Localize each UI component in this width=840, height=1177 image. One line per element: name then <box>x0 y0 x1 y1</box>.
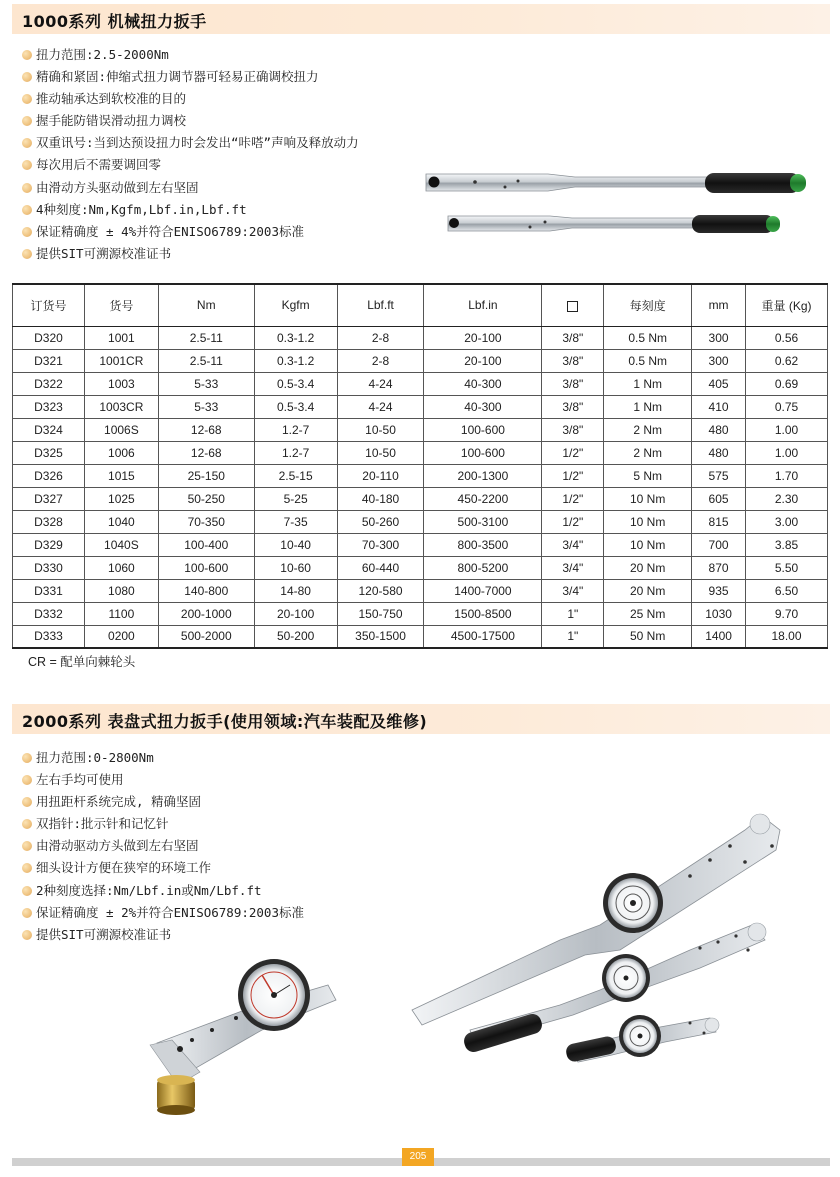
table-cell: D327 <box>13 487 85 510</box>
table-row <box>13 418 828 441</box>
table-cell: 3/8" <box>542 326 604 349</box>
header-mm: mm <box>692 284 746 326</box>
table-cell: 1 Nm <box>604 395 692 418</box>
table-cell: 1.2-7 <box>254 418 337 441</box>
table-cell: 7-35 <box>254 510 337 533</box>
dial-wrench-closeup <box>150 959 336 1115</box>
feature-item: 保证精确度 ± 2%并符合ENISO6789:2003标准 <box>22 902 304 924</box>
table-cell: 3/4" <box>542 579 604 602</box>
table-row <box>13 556 828 579</box>
table-cell: 4-24 <box>337 395 424 418</box>
table-cell: 5-33 <box>158 372 254 395</box>
table-cell: 1040S <box>84 533 158 556</box>
table-cell: 5 Nm <box>604 464 692 487</box>
table-cell: 1015 <box>84 464 158 487</box>
table-cell: 3/8" <box>542 395 604 418</box>
header-lbf-ft: Lbf.ft <box>337 284 424 326</box>
table-cell: 1/2" <box>542 464 604 487</box>
feature-item: 扭力范围:0-2800Nm <box>22 747 304 769</box>
bullet-icon <box>22 819 32 829</box>
table-cell: 60-440 <box>337 556 424 579</box>
table-cell: 1040 <box>84 510 158 533</box>
table-cell: 1400-7000 <box>424 579 542 602</box>
table-cell: 12-68 <box>158 441 254 464</box>
table-cell: 20 Nm <box>604 556 692 579</box>
table-cell: 1/2" <box>542 487 604 510</box>
table-cell: 100-400 <box>158 533 254 556</box>
table-cell: 1.00 <box>746 418 828 441</box>
header-kgfm: Kgfm <box>254 284 337 326</box>
spec-table <box>12 283 828 649</box>
table-cell: 1025 <box>84 487 158 510</box>
table-cell: 120-580 <box>337 579 424 602</box>
table-row <box>13 395 828 418</box>
feature-item: 4种刻度:Nm,Kgfm,Lbf.in,Lbf.ft <box>22 199 359 221</box>
table-cell: 5-25 <box>254 487 337 510</box>
table-cell: 3/4" <box>542 556 604 579</box>
table-cell: 2 Nm <box>604 418 692 441</box>
table-cell: 0.3-1.2 <box>254 349 337 372</box>
feature-item: 由滑动驱动方头做到左右坚固 <box>22 835 304 857</box>
table-cell: 0.69 <box>746 372 828 395</box>
table-cell: 20-100 <box>254 602 337 625</box>
table-cell: 20 Nm <box>604 579 692 602</box>
table-cell: 2.30 <box>746 487 828 510</box>
table-cell: 2-8 <box>337 349 424 372</box>
table-cell: D333 <box>13 625 85 648</box>
table-cell: 10-40 <box>254 533 337 556</box>
table-cell: 4500-17500 <box>424 625 542 648</box>
table-cell: 3/8" <box>542 372 604 395</box>
table-cell: 0.62 <box>746 349 828 372</box>
table-cell: 3/8" <box>542 418 604 441</box>
feature-item: 握手能防错误滑动扭力调校 <box>22 110 359 132</box>
bullet-icon <box>22 775 32 785</box>
table-cell: 50-250 <box>158 487 254 510</box>
table-cell: 1/2" <box>542 510 604 533</box>
table-cell: 200-1000 <box>158 602 254 625</box>
table-cell: D329 <box>13 533 85 556</box>
table-body <box>13 326 828 648</box>
header-per-scale: 每刻度 <box>604 284 692 326</box>
table-cell: 150-750 <box>337 602 424 625</box>
feature-item: 提供SIT可溯源校准证书 <box>22 924 304 946</box>
table-cell: 500-2000 <box>158 625 254 648</box>
section2-header <box>12 704 830 734</box>
bullet-icon <box>22 908 32 918</box>
table-cell: 800-5200 <box>424 556 542 579</box>
table-header-row <box>13 284 828 326</box>
table-cell: 20-100 <box>424 349 542 372</box>
table-cell: 2.5-11 <box>158 326 254 349</box>
table-cell: 935 <box>692 579 746 602</box>
table-cell: D326 <box>13 464 85 487</box>
table-cell: 2.5-11 <box>158 349 254 372</box>
table-cell: 1060 <box>84 556 158 579</box>
table-cell: 1003CR <box>84 395 158 418</box>
table-cell: 0200 <box>84 625 158 648</box>
table-row <box>13 579 828 602</box>
dial-wrench-small <box>565 1015 719 1063</box>
table-footnote: CR = 配单向棘轮头 <box>28 655 136 669</box>
table-cell: D325 <box>13 441 85 464</box>
table-cell: 10-50 <box>337 441 424 464</box>
table-cell: 140-800 <box>158 579 254 602</box>
table-row <box>13 464 828 487</box>
table-cell: 100-600 <box>158 556 254 579</box>
table-cell: 1030 <box>692 602 746 625</box>
table-cell: 10-50 <box>337 418 424 441</box>
table-cell: 1.00 <box>746 441 828 464</box>
table-cell: 300 <box>692 326 746 349</box>
bullet-icon <box>22 886 32 896</box>
feature-item: 左右手均可使用 <box>22 769 304 791</box>
table-row <box>13 602 828 625</box>
table-cell: 0.56 <box>746 326 828 349</box>
table-cell: 500-3100 <box>424 510 542 533</box>
table-cell: 3.85 <box>746 533 828 556</box>
table-cell: 800-3500 <box>424 533 542 556</box>
table-cell: 12-68 <box>158 418 254 441</box>
table-cell: D331 <box>13 579 85 602</box>
table-cell: 3/8" <box>542 349 604 372</box>
table-cell: 100-600 <box>424 418 542 441</box>
table-cell: 700 <box>692 533 746 556</box>
table-cell: 1500-8500 <box>424 602 542 625</box>
table-row <box>13 533 828 556</box>
table-cell: 5.50 <box>746 556 828 579</box>
table-cell: 10 Nm <box>604 487 692 510</box>
table-cell: 870 <box>692 556 746 579</box>
table-cell: 1001 <box>84 326 158 349</box>
table-cell: 1003 <box>84 372 158 395</box>
table-cell: 9.70 <box>746 602 828 625</box>
table-cell: 40-300 <box>424 395 542 418</box>
table-cell: D332 <box>13 602 85 625</box>
table-cell: 70-350 <box>158 510 254 533</box>
table-cell: 50-260 <box>337 510 424 533</box>
table-cell: 2-8 <box>337 326 424 349</box>
feature-item: 保证精确度 ± 4%并符合ENISO6789:2003标准 <box>22 221 359 243</box>
square-drive-icon <box>567 301 578 312</box>
table-cell: 1/2" <box>542 441 604 464</box>
table-cell: 2 Nm <box>604 441 692 464</box>
table-cell: D322 <box>13 372 85 395</box>
table-row <box>13 510 828 533</box>
bullet-icon <box>22 930 32 940</box>
header-order-no: 订货号 <box>13 284 85 326</box>
table-cell: 815 <box>692 510 746 533</box>
feature-item: 用扭距杆系统完成, 精确坚固 <box>22 791 304 813</box>
table-cell: 25 Nm <box>604 602 692 625</box>
table-cell: 3/4" <box>542 533 604 556</box>
table-cell: 5-33 <box>158 395 254 418</box>
table-cell: 1 Nm <box>604 372 692 395</box>
feature-item: 提供SIT可溯源校准证书 <box>22 243 359 265</box>
table-row <box>13 487 828 510</box>
table-cell: 1" <box>542 625 604 648</box>
feature-item: 由滑动方头驱动做到左右坚固 <box>22 177 359 199</box>
table-cell: 0.5 Nm <box>604 349 692 372</box>
feature-item: 双指针:批示针和记忆针 <box>22 813 304 835</box>
table-cell: 0.5-3.4 <box>254 372 337 395</box>
table-cell: 200-1300 <box>424 464 542 487</box>
table-cell: 0.5-3.4 <box>254 395 337 418</box>
table-cell: 50-200 <box>254 625 337 648</box>
table-cell: 1100 <box>84 602 158 625</box>
table-cell: 480 <box>692 418 746 441</box>
table-cell: 10 Nm <box>604 533 692 556</box>
feature-item: 双重讯号:当到达预设扭力时会发出“咔嗒”声响及释放动力 <box>22 132 359 154</box>
section2-feature-list <box>22 747 304 946</box>
table-cell: 1006S <box>84 418 158 441</box>
bullet-icon <box>22 863 32 873</box>
table-cell: 25-150 <box>158 464 254 487</box>
header-nm: Nm <box>158 284 254 326</box>
table-row <box>13 349 828 372</box>
feature-item: 推动轴承达到软校准的目的 <box>22 88 359 110</box>
bullet-icon <box>22 753 32 763</box>
table-cell: 410 <box>692 395 746 418</box>
table-cell: 1001CR <box>84 349 158 372</box>
table-cell: D324 <box>13 418 85 441</box>
table-cell: D321 <box>13 349 85 372</box>
table-row <box>13 326 828 349</box>
feature-item: 扭力范围:2.5-2000Nm <box>22 44 359 66</box>
table-cell: 1400 <box>692 625 746 648</box>
table-cell: 480 <box>692 441 746 464</box>
table-cell: 1006 <box>84 441 158 464</box>
table-cell: 4-24 <box>337 372 424 395</box>
table-cell: 20-110 <box>337 464 424 487</box>
table-cell: 10-60 <box>254 556 337 579</box>
torque-wrench-small <box>448 215 780 233</box>
bullet-icon <box>22 841 32 851</box>
table-cell: 40-300 <box>424 372 542 395</box>
section1-title: 1000系列 机械扭力扳手 <box>22 12 207 31</box>
table-row <box>13 441 828 464</box>
table-cell: 40-180 <box>337 487 424 510</box>
table-cell: D328 <box>13 510 85 533</box>
table-cell: D330 <box>13 556 85 579</box>
table-cell: D320 <box>13 326 85 349</box>
table-row <box>13 372 828 395</box>
table-cell: 6.50 <box>746 579 828 602</box>
table-cell: 0.5 Nm <box>604 326 692 349</box>
feature-item: 精确和紧固:伸缩式扭力调节器可轻易正确调校扭力 <box>22 66 359 88</box>
table-cell: 3.00 <box>746 510 828 533</box>
table-cell: 70-300 <box>337 533 424 556</box>
table-cell: 2.5-15 <box>254 464 337 487</box>
header-item-no: 货号 <box>84 284 158 326</box>
table-cell: 0.3-1.2 <box>254 326 337 349</box>
page-number: 205 <box>402 1148 434 1166</box>
header-lbf-in: Lbf.in <box>424 284 542 326</box>
table-cell: 405 <box>692 372 746 395</box>
table-cell: 14-80 <box>254 579 337 602</box>
table-cell: 1.70 <box>746 464 828 487</box>
table-cell: 50 Nm <box>604 625 692 648</box>
table-cell: 450-2200 <box>424 487 542 510</box>
header-square-drive <box>542 284 604 326</box>
table-cell: 1.2-7 <box>254 441 337 464</box>
feature-item: 2种刻度选择:Nm/Lbf.in或Nm/Lbf.ft <box>22 880 304 902</box>
bullet-icon <box>22 797 32 807</box>
table-cell: 605 <box>692 487 746 510</box>
section2-title: 2000系列 表盘式扭力扳手(使用领域:汽车装配及维修) <box>22 712 428 731</box>
table-cell: 0.75 <box>746 395 828 418</box>
table-row <box>13 625 828 648</box>
table-cell: 100-600 <box>424 441 542 464</box>
table-cell: D323 <box>13 395 85 418</box>
table-cell: 10 Nm <box>604 510 692 533</box>
table-cell: 20-100 <box>424 326 542 349</box>
torque-wrench-large <box>426 173 806 193</box>
table-cell: 1" <box>542 602 604 625</box>
feature-item: 每次用后不需要调回零 <box>22 154 359 176</box>
feature-item: 细头设计方便在狭窄的环境工作 <box>22 857 304 879</box>
table-cell: 575 <box>692 464 746 487</box>
table-cell: 18.00 <box>746 625 828 648</box>
table-cell: 1080 <box>84 579 158 602</box>
header-weight: 重量 (Kg) <box>746 284 828 326</box>
table-cell: 350-1500 <box>337 625 424 648</box>
table-cell: 300 <box>692 349 746 372</box>
